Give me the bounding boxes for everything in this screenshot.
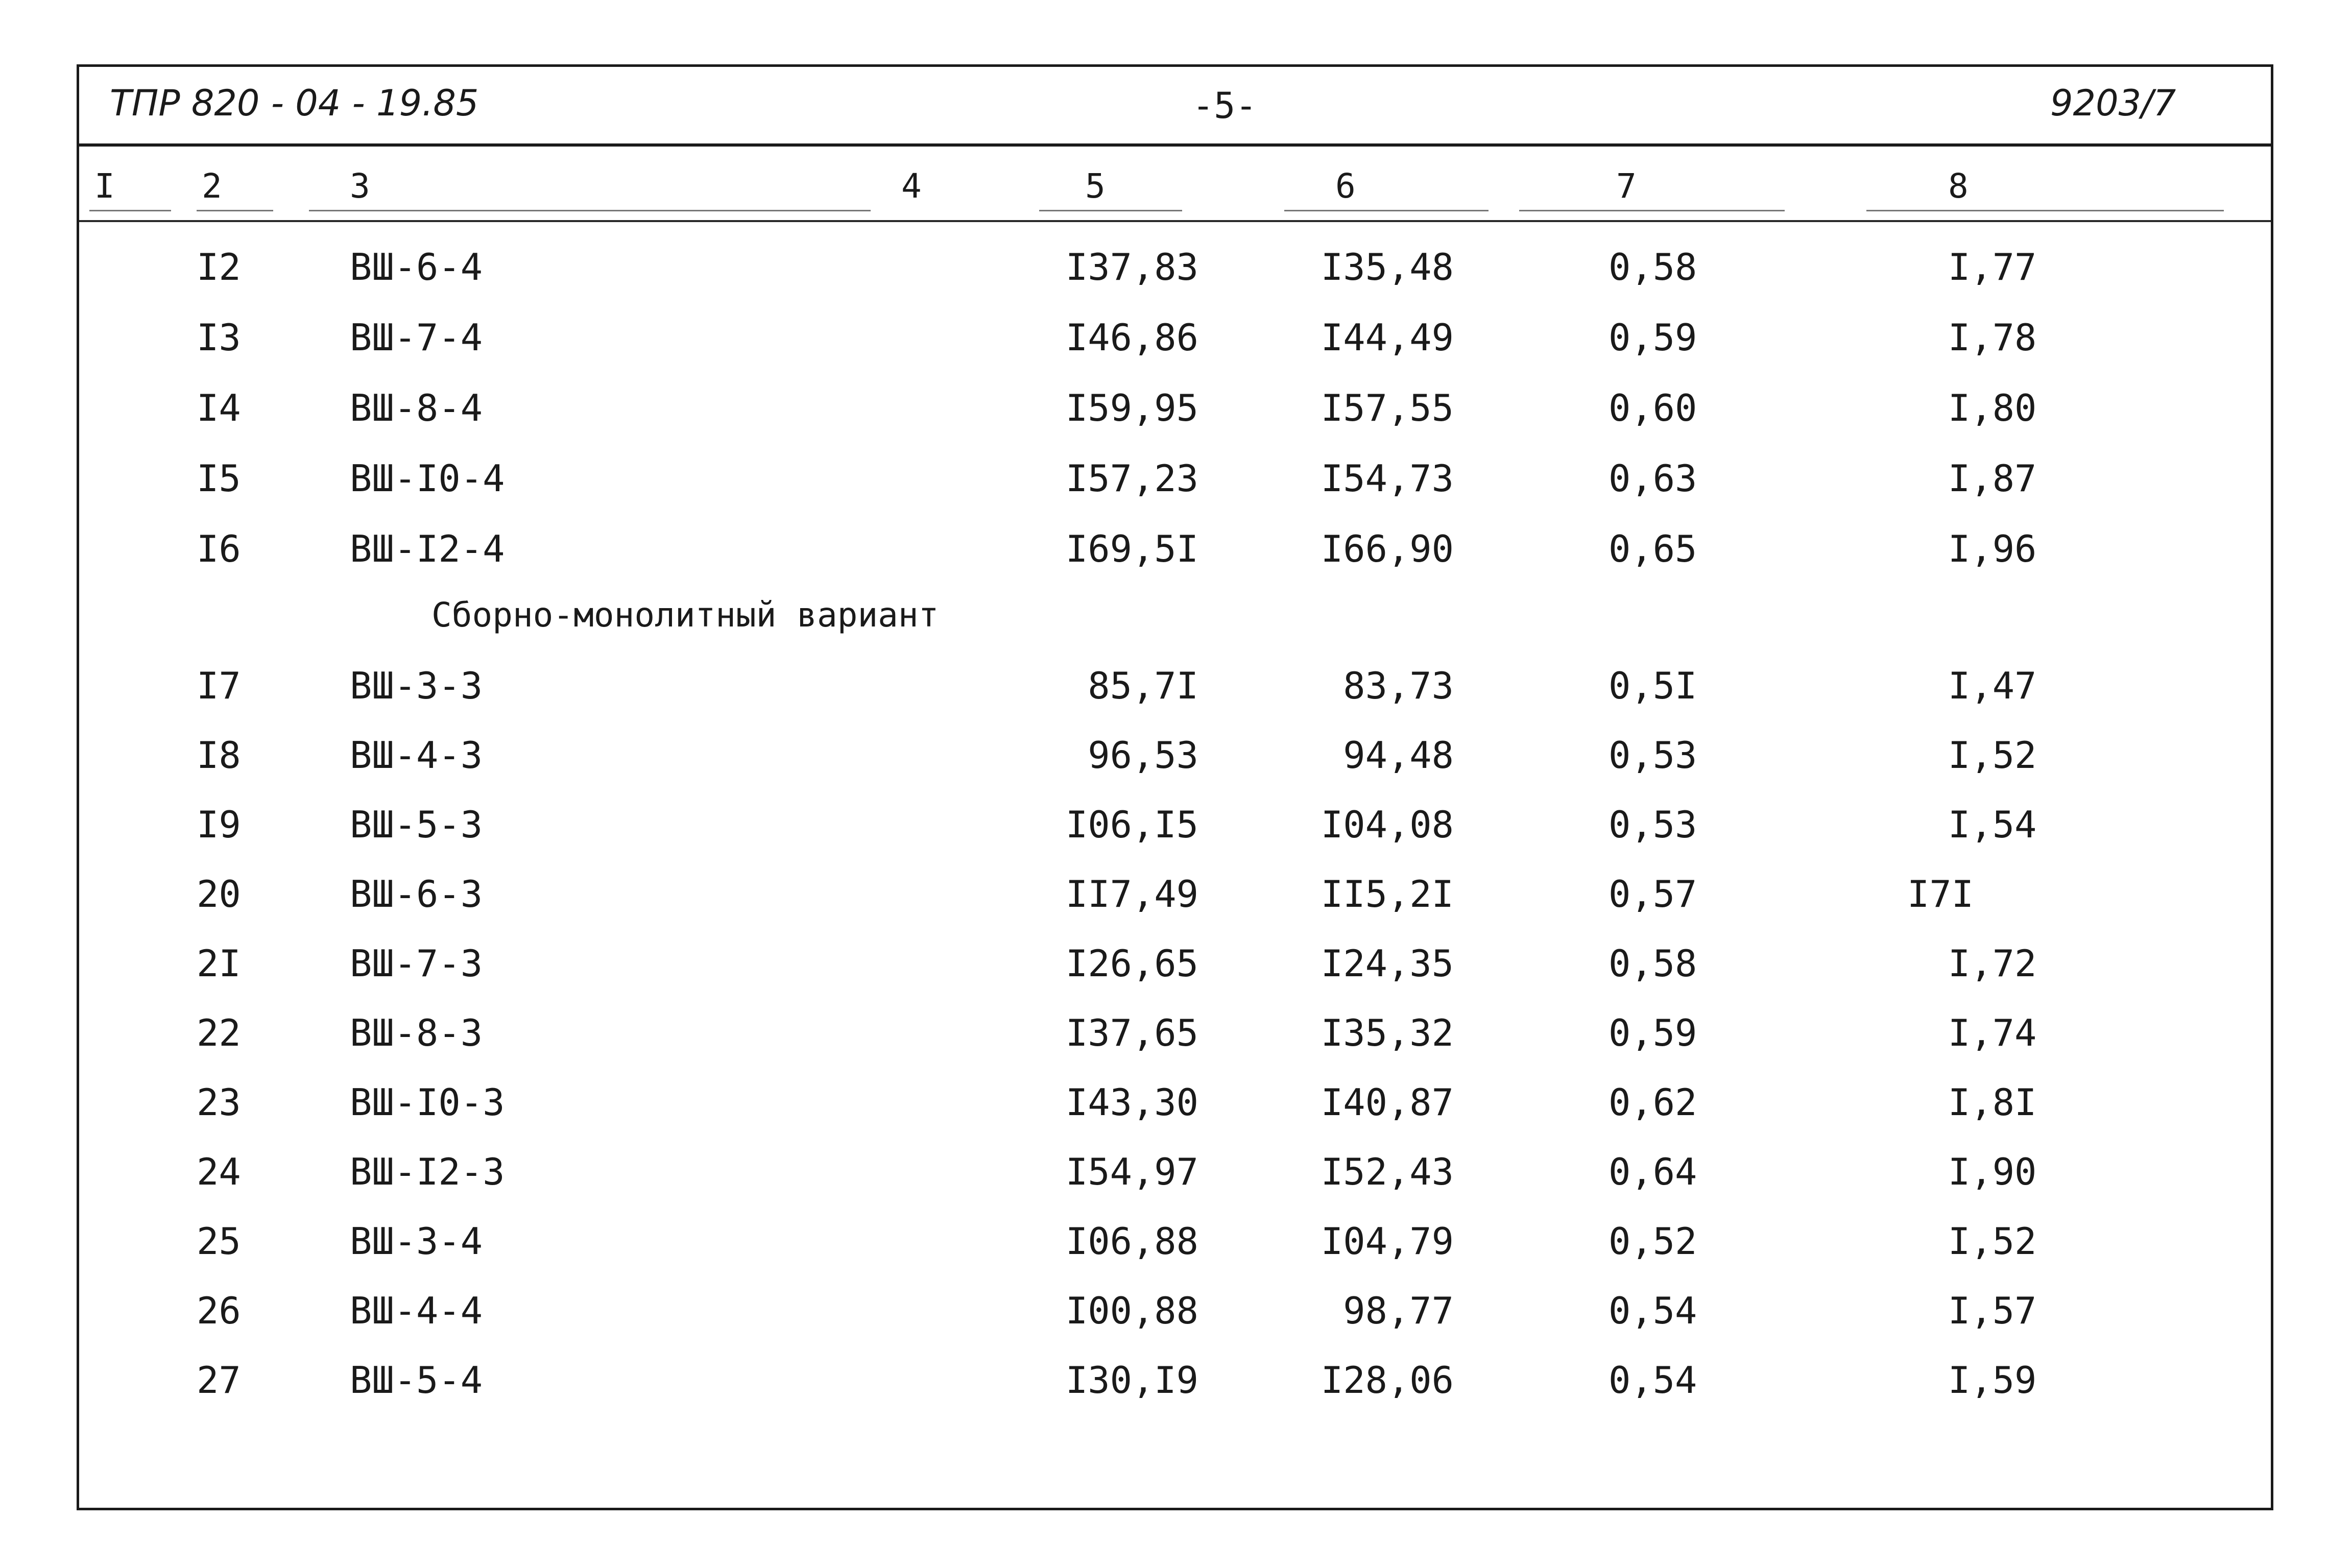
column-rule bbox=[1284, 210, 1489, 211]
row-value-8: I,90 bbox=[1948, 1150, 2037, 1193]
row-value-8: I,52 bbox=[1948, 1220, 2037, 1263]
column-number-4: 4 bbox=[901, 166, 922, 206]
row-number: 25 bbox=[197, 1220, 241, 1263]
column-rule bbox=[1039, 210, 1182, 211]
row-value-5: I57,23 bbox=[1065, 457, 1198, 500]
row-number: I4 bbox=[197, 387, 241, 429]
row-number: I7 bbox=[197, 664, 241, 707]
table-row bbox=[79, 1081, 2271, 1137]
row-value-5: I43,30 bbox=[1065, 1081, 1198, 1124]
row-code: ВШ-I2-4 bbox=[350, 527, 505, 570]
row-code: ВШ-6-4 bbox=[350, 246, 483, 288]
table-row bbox=[79, 387, 2271, 443]
table-row bbox=[79, 1289, 2271, 1345]
row-value-7: 0,58 bbox=[1609, 942, 1697, 985]
column-number-3: 3 bbox=[350, 166, 370, 206]
row-value-8: I,57 bbox=[1948, 1289, 2037, 1332]
header-divider bbox=[79, 143, 2271, 147]
row-value-7: 0,52 bbox=[1609, 1220, 1697, 1263]
row-value-5: 85,7I bbox=[1088, 664, 1198, 707]
row-value-7: 0,54 bbox=[1609, 1359, 1697, 1402]
row-code: ВШ-4-3 bbox=[350, 734, 483, 777]
row-value-8: I,8I bbox=[1948, 1081, 2037, 1124]
column-rule bbox=[197, 210, 273, 211]
row-value-7: 0,53 bbox=[1609, 734, 1697, 777]
row-value-8: I,96 bbox=[1948, 527, 2037, 570]
table-row bbox=[79, 316, 2271, 372]
row-number: 27 bbox=[197, 1359, 241, 1402]
table-row bbox=[79, 942, 2271, 998]
row-value-6: I57,55 bbox=[1321, 387, 1454, 429]
row-value-6: I54,73 bbox=[1321, 457, 1454, 500]
table-row bbox=[79, 1359, 2271, 1415]
row-value-7: 0,62 bbox=[1609, 1081, 1697, 1124]
table-row bbox=[79, 1011, 2271, 1068]
row-code: ВШ-7-3 bbox=[350, 942, 483, 985]
row-value-8: I,47 bbox=[1948, 664, 2037, 707]
row-value-7: 0,53 bbox=[1609, 803, 1697, 846]
row-value-6: I44,49 bbox=[1321, 316, 1454, 359]
row-value-8: I,52 bbox=[1948, 734, 2037, 777]
column-rule bbox=[1519, 210, 1785, 211]
row-number: 26 bbox=[197, 1289, 241, 1332]
table-row bbox=[79, 527, 2271, 584]
column-number-2: 2 bbox=[202, 166, 222, 206]
row-value-6: I04,08 bbox=[1321, 803, 1454, 846]
table-row bbox=[79, 873, 2271, 929]
row-number: 22 bbox=[197, 1011, 241, 1054]
row-value-5: I06,88 bbox=[1065, 1220, 1198, 1263]
column-rule bbox=[1866, 210, 2224, 211]
row-code: ВШ-5-4 bbox=[350, 1359, 483, 1402]
row-number: 2I bbox=[197, 942, 241, 985]
row-value-8: I,80 bbox=[1948, 387, 2037, 429]
row-value-8: I7I bbox=[1907, 873, 1974, 915]
row-code: ВШ-6-3 bbox=[350, 873, 483, 915]
row-number: 20 bbox=[197, 873, 241, 915]
table-row bbox=[79, 734, 2271, 790]
table-row bbox=[79, 457, 2271, 513]
row-code: ВШ-I2-3 bbox=[350, 1150, 505, 1193]
row-value-7: 0,57 bbox=[1609, 873, 1697, 915]
row-code: ВШ-I0-3 bbox=[350, 1081, 505, 1124]
row-code: ВШ-I0-4 bbox=[350, 457, 505, 500]
column-header-divider bbox=[79, 220, 2271, 222]
document-sheet bbox=[77, 64, 2273, 1510]
row-number: I9 bbox=[197, 803, 241, 846]
row-value-7: 0,5I bbox=[1609, 664, 1697, 707]
page-number: -5- bbox=[1192, 85, 1257, 127]
row-number: I5 bbox=[197, 457, 241, 500]
row-code: ВШ-3-3 bbox=[350, 664, 483, 707]
row-value-8: I,78 bbox=[1948, 316, 2037, 359]
row-number: I3 bbox=[197, 316, 241, 359]
row-code: ВШ-3-4 bbox=[350, 1220, 483, 1263]
table-row bbox=[79, 1220, 2271, 1276]
row-value-6: II5,2I bbox=[1321, 873, 1454, 915]
section-title: Сборно-монолитный вариант bbox=[431, 595, 939, 635]
row-value-7: 0,54 bbox=[1609, 1289, 1697, 1332]
row-value-7: 0,59 bbox=[1609, 316, 1697, 359]
row-value-5: I46,86 bbox=[1065, 316, 1198, 359]
row-code: ВШ-8-4 bbox=[350, 387, 483, 429]
column-rule bbox=[89, 210, 171, 211]
table-row bbox=[79, 246, 2271, 302]
table-row bbox=[79, 1150, 2271, 1207]
row-value-7: 0,64 bbox=[1609, 1150, 1697, 1193]
row-value-6: I35,48 bbox=[1321, 246, 1454, 288]
row-value-6: I24,35 bbox=[1321, 942, 1454, 985]
table-row bbox=[79, 803, 2271, 859]
row-value-6: I04,79 bbox=[1321, 1220, 1454, 1263]
row-value-8: I,74 bbox=[1948, 1011, 2037, 1054]
row-value-7: 0,63 bbox=[1609, 457, 1697, 500]
row-value-8: I,77 bbox=[1948, 246, 2037, 288]
column-number-1: I bbox=[94, 166, 115, 206]
row-value-8: I,72 bbox=[1948, 942, 2037, 985]
row-number: 24 bbox=[197, 1150, 241, 1193]
row-code: ВШ-7-4 bbox=[350, 316, 483, 359]
row-value-8: I,59 bbox=[1948, 1359, 2037, 1402]
doc-code: ТПР 820 - 04 - 19.85 bbox=[110, 82, 479, 124]
row-value-8: I,87 bbox=[1948, 457, 2037, 500]
row-value-7: 0,58 bbox=[1609, 246, 1697, 288]
row-value-7: 0,65 bbox=[1609, 527, 1697, 570]
row-value-5: I69,5I bbox=[1065, 527, 1198, 570]
row-code: ВШ-4-4 bbox=[350, 1289, 483, 1332]
row-value-6: I40,87 bbox=[1321, 1081, 1454, 1124]
row-value-5: I59,95 bbox=[1065, 387, 1198, 429]
row-value-5: I06,I5 bbox=[1065, 803, 1198, 846]
row-value-6: 98,77 bbox=[1343, 1289, 1454, 1332]
row-value-8: I,54 bbox=[1948, 803, 2037, 846]
column-rule bbox=[309, 210, 871, 211]
row-value-5: I30,I9 bbox=[1065, 1359, 1198, 1402]
row-value-6: I52,43 bbox=[1321, 1150, 1454, 1193]
row-value-5: 96,53 bbox=[1088, 734, 1198, 777]
row-value-6: 83,73 bbox=[1343, 664, 1454, 707]
row-code: ВШ-5-3 bbox=[350, 803, 483, 846]
row-value-6: I28,06 bbox=[1321, 1359, 1454, 1402]
row-value-5: I26,65 bbox=[1065, 942, 1198, 985]
row-number: 23 bbox=[197, 1081, 241, 1124]
table-row bbox=[79, 664, 2271, 720]
sheet-code: 9203/7 bbox=[2050, 82, 2176, 124]
row-value-5: I37,65 bbox=[1065, 1011, 1198, 1054]
column-number-7: 7 bbox=[1616, 166, 1637, 206]
row-number: I2 bbox=[197, 246, 241, 288]
column-number-6: 6 bbox=[1335, 166, 1356, 206]
row-value-5: I00,88 bbox=[1065, 1289, 1198, 1332]
row-value-5: I37,83 bbox=[1065, 246, 1198, 288]
row-value-5: II7,49 bbox=[1065, 873, 1198, 915]
row-value-6: 94,48 bbox=[1343, 734, 1454, 777]
row-value-6: I35,32 bbox=[1321, 1011, 1454, 1054]
row-value-6: I66,90 bbox=[1321, 527, 1454, 570]
row-number: I6 bbox=[197, 527, 241, 570]
row-value-7: 0,59 bbox=[1609, 1011, 1697, 1054]
column-number-5: 5 bbox=[1085, 166, 1106, 206]
column-number-8: 8 bbox=[1948, 166, 1969, 206]
row-number: I8 bbox=[197, 734, 241, 777]
row-value-7: 0,60 bbox=[1609, 387, 1697, 429]
row-code: ВШ-8-3 bbox=[350, 1011, 483, 1054]
row-value-5: I54,97 bbox=[1065, 1150, 1198, 1193]
